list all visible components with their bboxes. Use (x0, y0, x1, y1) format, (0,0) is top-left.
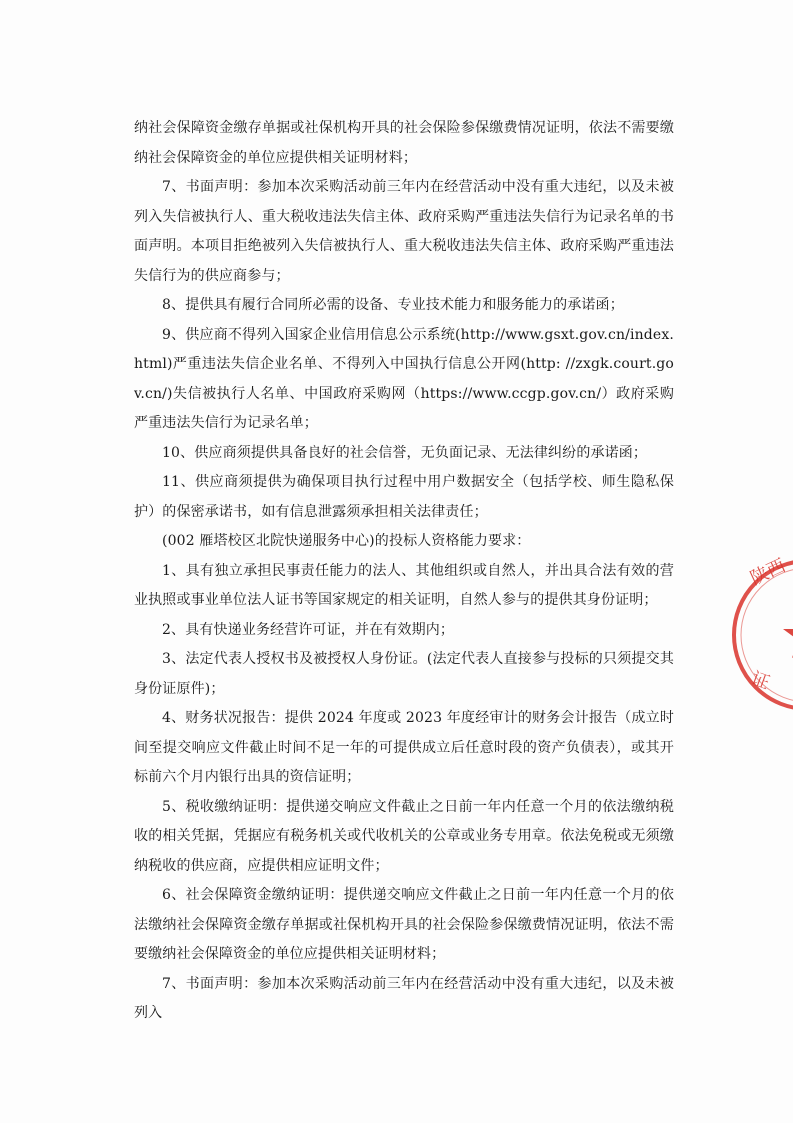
paragraph-13: 6、社会保障资金缴纳证明：提供递交响应文件截止之日前一年内任意一个月的依法缴纳社会保障资金缴存单据或社保机构开具的社会保险参保缴费情况证明，依法不需要缴纳社会保障资金的单位应提供相关证明材料； (134, 887, 674, 962)
paragraph-4: 9、供应商不得列入国家企业信用信息公示系统(http://www.gsxt.gov.cn/index.html)严重违法失信企业名单、不得列入中国执行信息公开网(http: //zxgk.court.gov.cn/)失信被执行人名单、中国政府采购网（https://www.ccgp.gov.cn/）政府采购严重违法失信行为记录名单； (134, 326, 674, 431)
paragraph-1: 纳社会保障资金缴存单据或社保机构开具的社会保险参保缴费情况证明，依法不需要缴纳社会保障资金的单位应提供相关证明材料； (134, 120, 674, 166)
paragraph-14: 7、书面声明：参加本次采购活动前三年内在经营活动中没有重大违纪，以及未被列入 (134, 975, 674, 1021)
paragraph-5: 10、供应商须提供具备良好的社会信誉，无负面记录、无法律纠纷的承诺函； (162, 444, 648, 461)
seal-text-bottom: 证 (748, 667, 773, 694)
document-body (134, 114, 674, 1029)
paragraph-11: 4、财务状况报告：提供 2024 年度或 2023 年度经审计的财务会计报告（成立时间至提交响应文件截止时间不足一年的可提供成立后任意时段的资产负债表），或其开标前六个月内银行出具的资信证明； (134, 710, 674, 785)
paragraph-2: 7、书面声明：参加本次采购活动前三年内在经营活动中没有重大违纪，以及未被列入失信被执行人、重大税收违法失信主体、政府采购严重违法失信行为记录名单的书面声明。本项目拒绝被列入失信被执行人、重大税收违法失信主体、政府采购严重违法失信行为的供应商参与； (134, 179, 674, 284)
paragraph-9: 2、具有快递业务经营许可证，并在有效期内； (162, 621, 455, 638)
seal-text-top: 陕西 (747, 555, 789, 590)
paragraph-12: 5、税收缴纳证明：提供递交响应文件截止之日前一年内任意一个月的依法缴纳税收的相关凭据，凭据应有税务机关或代收机关的公章或业务专用章。依法免税或无须缴纳税收的供应商，应提供相应证明文件； (134, 798, 674, 874)
paragraph-6: 11、供应商须提供为确保项目执行过程中用户数据安全（包括学校、师生隐私保护）的保密承诺书，如有信息泄露须承担相关法律责任； (134, 474, 674, 520)
seal-star-icon (783, 611, 793, 658)
paragraph-3: 8、提供具有履行合同所必需的设备、专业技术能力和服务能力的承诺函； (162, 297, 624, 313)
paragraph-7: (002 雁塔校区北院快递服务中心)的投标人资格能力要求： (162, 533, 531, 549)
official-seal-stamp (728, 555, 793, 715)
paragraph-8: 1、具有独立承担民事责任能力的法人、其他组织或自然人，并出具合法有效的营业执照或事业单位法人证书等国家规定的相关证明，自然人参与的提供其身份证明； (134, 562, 674, 608)
paragraph-10: 3、法定代表人授权书及被授权人身份证。(法定代表人直接参与投标的只须提交其身份证原件)； (134, 651, 674, 697)
